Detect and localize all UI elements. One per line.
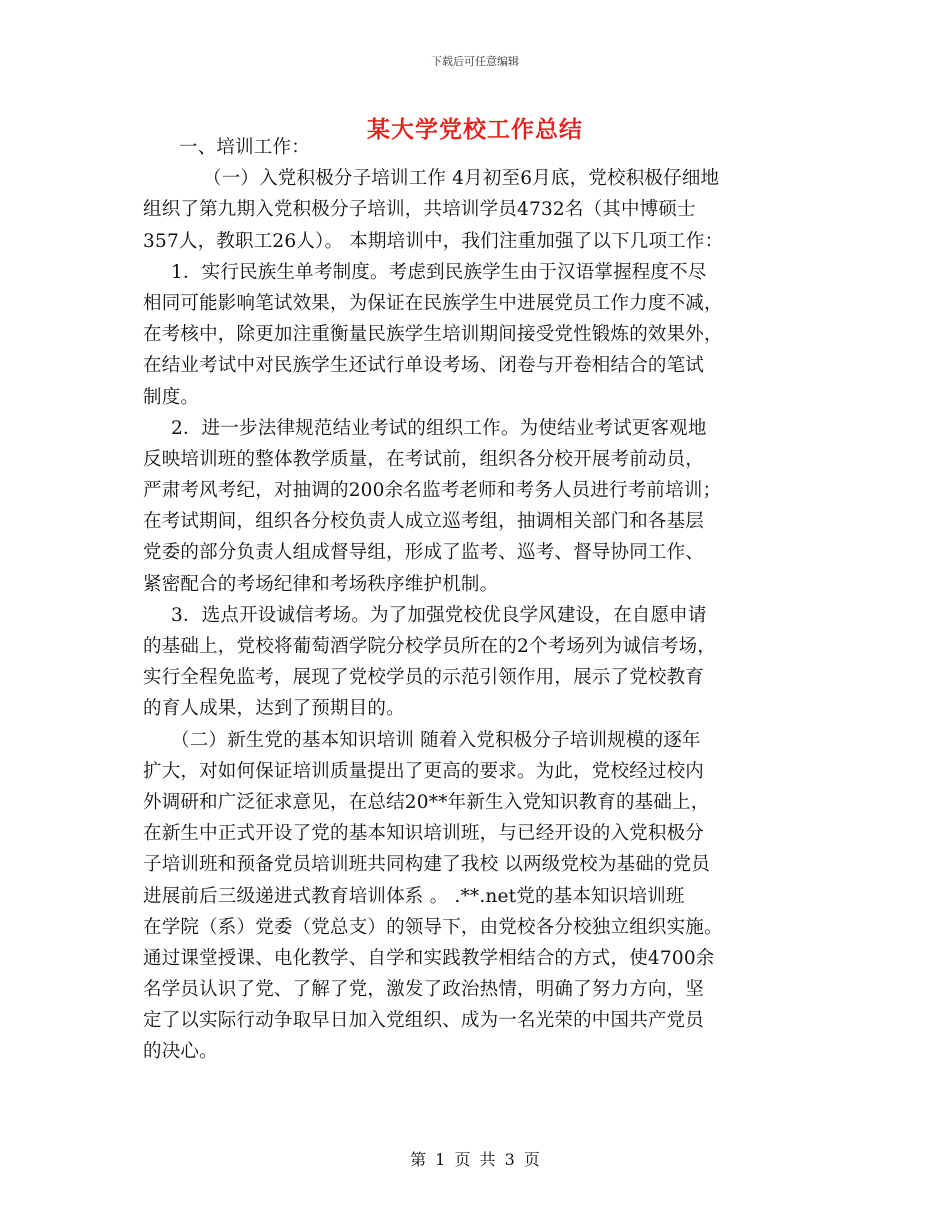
paragraph-line: 1．实行民族生单考制度。考虑到民族学生由于汉语掌握程度不尽 [171, 261, 707, 283]
paragraph-line: 的基础上，党校将葡萄酒学院分校学员所在的2个考场列为诚信考场， [143, 636, 716, 657]
header-note: 下载后可任意编辑 [431, 55, 519, 68]
paragraph-line: 外调研和广泛征求意见，在总结20**年新生入党知识教育的基础上， [143, 791, 710, 813]
paragraph-line: 进展前后三级递进式教育培训体系 。 .**.net党的基本知识培训班 [143, 885, 685, 907]
paragraph-line: 党委的部分负责人组成督导组，形成了监考、巡考、督导协同工作、 [143, 542, 705, 564]
document-body [143, 132, 803, 1068]
paragraph-line: 制度。 [143, 386, 200, 408]
paragraph-line: 的决心。 [143, 1041, 218, 1063]
paragraph-line: 子培训班和预备党员培训班共同构建了我校 以两级党校为基础的党员 [143, 854, 711, 876]
paragraph-line: 在新生中正式开设了党的基本知识培训班，与已经开设的入党积极分 [143, 823, 705, 845]
paragraph-line: 在学院（系）党委（党总支）的领导下，由党校各分校独立组织实施。 [143, 916, 723, 938]
paragraph-line: 紧密配合的考场纪律和考场秩序维护机制。 [143, 573, 499, 595]
document-title: 某大学党校工作总结 [367, 116, 583, 143]
paragraph-line: 名学员认识了党、了解了党，激发了政治热情，明确了努力方向，坚 [143, 979, 705, 1001]
paragraph-line: 357人，教职工26人）。 本期培训中，我们注重加强了以下几项工作： [143, 230, 724, 252]
paragraph-line: 在考试期间，组织各分校负责人成立巡考组，抽调相关部门和各基层 [143, 511, 705, 533]
section-heading: 一、培训工作： [179, 137, 310, 158]
paragraph-line: 通过课堂授课、电化教学、自学和实践教学相结合的方式，使4700余 [143, 947, 715, 969]
paragraph-line: 2．进一步法律规范结业考试的组织工作。为使结业考试更客观地 [171, 417, 707, 439]
paragraph-line: 扩大，对如何保证培训质量提出了更高的要求。为此，党校经过校内 [143, 760, 705, 782]
paragraph-line: （二）新生党的基本知识培训 随着入党积极分子培训规模的逐年 [171, 729, 701, 751]
paragraph-line: 3．选点开设诚信考场。为了加强党校优良学风建设，在自愿申请 [171, 604, 707, 626]
paragraph-line: 严肃考风考纪，对抽调的200余名监考老师和考务人员进行考前培训； [143, 480, 722, 502]
paragraph-line: 相同可能影响笔试效果，为保证在民族学生中进展党员工作力度不减， [143, 292, 723, 314]
paragraph-line: 反映培训班的整体教学质量，在考试前，组织各分校开展考前动员， [143, 448, 705, 470]
paragraph-line: （一）入党积极分子培训工作 4月初至6月底，党校积极仔细地 [203, 168, 720, 190]
paragraph-line: 的育人成果，达到了预期目的。 [143, 698, 405, 720]
paragraph-line: 定了以实际行动争取早日加入党组织、成为一名光荣的中国共产党员 [143, 1010, 705, 1032]
paragraph-line: 组织了第九期入党积极分子培训，共培训学员4732名（其中博硕士 [143, 199, 696, 221]
page-number: 第 1 页 共 3 页 [410, 1150, 540, 1169]
paragraph-line: 在考核中，除更加注重衡量民族学生培训期间接受党性锻炼的效果外， [143, 324, 723, 346]
paragraph-line: 在结业考试中对民族学生还试行单设考场、闭卷与开卷相结合的笔试 [143, 355, 705, 377]
paragraph-line: 实行全程免监考，展现了党校学员的示范引领作用，展示了党校教育 [143, 667, 705, 689]
